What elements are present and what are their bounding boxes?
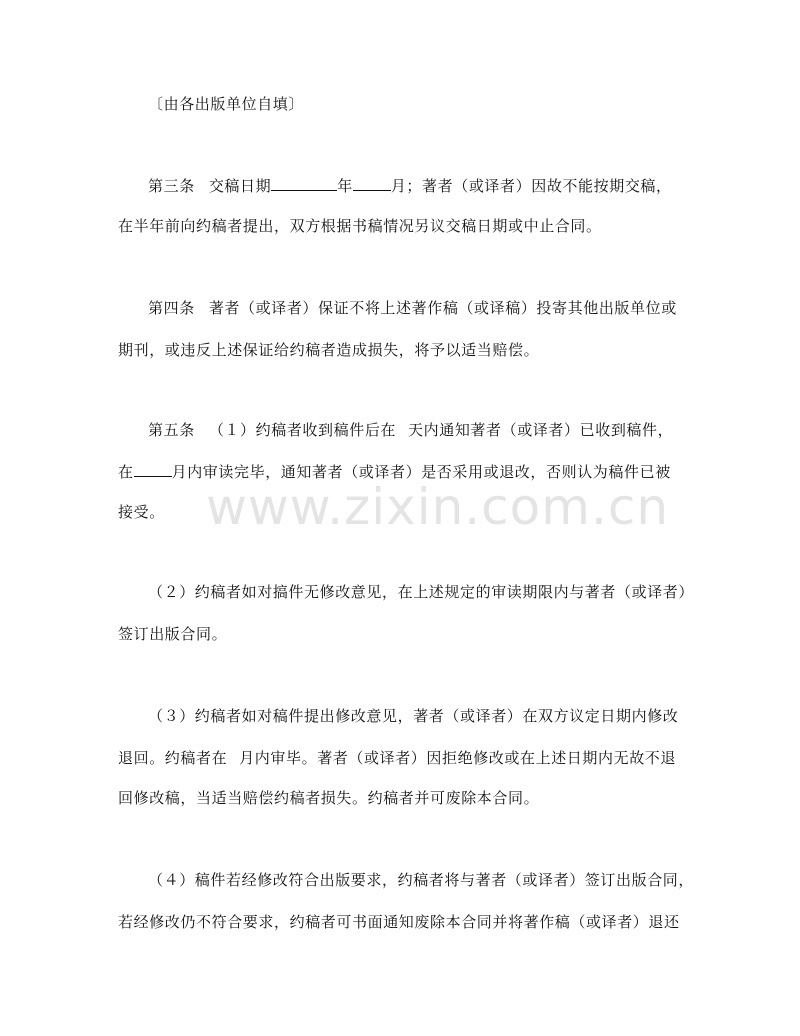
clause-3-line-1: （３）约稿者如对稿件提出修改意见，著者（或译者）在双方议定日期内修改 — [148, 707, 679, 725]
review-month-blank — [134, 462, 172, 477]
article-5-line-1: 第五条 （１）约稿者收到稿件后在 天内通知著者（或译者）已收到稿件， — [148, 421, 674, 439]
publisher-note: 〔由各出版单位自填〕 — [148, 95, 305, 113]
article-3-line-2: 在半年前向约稿者提出，双方根据书稿情况另议交稿日期或中止合同。 — [118, 217, 602, 235]
clause-4-line-2: 若经修改仍不符合要求，约稿者可书面通知废除本合同并将著作稿（或译者）退还 — [118, 913, 680, 931]
clause-2-line-2: 签订出版合同。 — [118, 625, 228, 643]
article-5-line-3: 接受。 — [118, 503, 165, 521]
article-3-line-1: 第三条 交稿日期 年 月；著者（或译者）因故不能按期交稿， — [148, 177, 672, 195]
clause-4-line-1: （４）稿件若经修改符合出版要求，约稿者将与著者（或译者）签订出版合同， — [148, 871, 695, 889]
delivery-month-blank — [353, 176, 391, 191]
article-4-line-1: 第四条 著者（或译者）保证不将上述著作稿（或译稿）投寄其他出版单位或 — [148, 299, 677, 317]
clause-3-line-2: 退回。约稿者在 月内审毕。著者（或译者）因拒绝修改或在上述日期内无故不退 — [118, 749, 677, 767]
article-5-heading: 第五条 — [148, 421, 195, 439]
clause-3-line-3: 回修改稿，当适当赔偿约稿者损失。约稿者并可废除本合同。 — [118, 789, 540, 807]
article-4-heading: 第四条 — [148, 299, 195, 317]
watermark: www.zixin.com.cn — [206, 478, 670, 536]
clause-2-line-1: （２）约稿者如对搞件无修改意见，在上述规定的审读期限内与著者（或译者） — [148, 583, 695, 601]
article-3-heading: 第三条 — [148, 177, 195, 195]
delivery-year-blank — [271, 176, 337, 191]
article-5-line-2: 在 月内审读完毕，通知著者（或译者）是否采用或退改，否则认为稿件已被 — [118, 463, 671, 481]
article-4-line-2: 期刊，或违反上述保证给约稿者造成损失，将予以适当赔偿。 — [118, 341, 540, 359]
